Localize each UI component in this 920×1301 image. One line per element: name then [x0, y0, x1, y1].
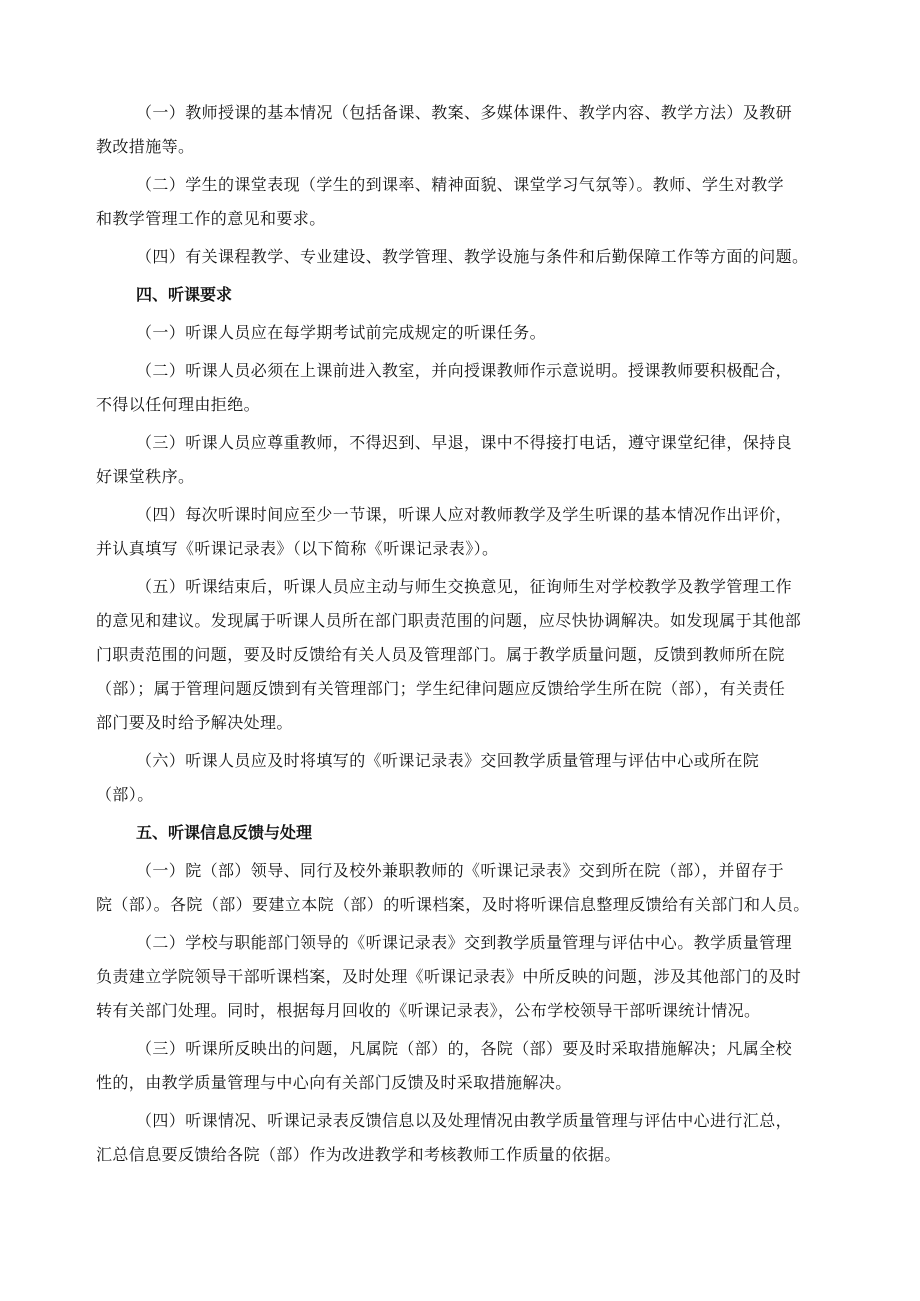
paragraph-s4-1	[96, 316, 838, 350]
text-line: （二）学生的课堂表现（学生的到课率、精神面貌、课堂学习气氛等）。教师、学生对教学	[136, 175, 785, 194]
text-line: 的意见和建议。发现属于听课人员所在部门职责范围的问题，应尽快协调解决。如发现属于其他部	[96, 611, 802, 630]
document-page	[96, 96, 838, 1176]
text-line: 门职责范围的问题，要及时反馈给有关人员及管理部门。属于教学质量问题，反馈到教师所在院	[96, 645, 785, 664]
text-line: （五）听课结束后，听课人员应主动与师生交换意见，征询师生对学校教学及教学管理工作	[136, 577, 793, 596]
paragraph-s4-4	[96, 498, 838, 566]
text-line: （四）每次听课时间应至少一节课，听课人应对教师教学及学生听课的基本情况作出评价，	[136, 505, 793, 524]
text-line: （四）听课情况、听课记录表反馈信息以及处理情况由教学质量管理与评估中心进行汇总，	[136, 1111, 793, 1130]
paragraph-s5-1	[96, 854, 838, 922]
text-line: （一）听课人员应在每学期考试前完成规定的听课任务。	[136, 323, 547, 342]
text-line: 好课堂秩序。	[96, 467, 195, 486]
text-line: （三）听课所反映出的问题，凡属院（部）的，各院（部）要及时采取措施解决；凡属全校	[136, 1039, 793, 1058]
paragraph-s4-3	[96, 426, 838, 494]
paragraph-s4-6	[96, 744, 838, 812]
text-line: 并认真填写《听课记录表》（以下简称《听课记录表》）。	[96, 539, 499, 558]
text-line: 部门要及时给予解决处理。	[96, 713, 293, 732]
paragraph-s5-2	[96, 926, 838, 1028]
paragraph-s4-5	[96, 570, 838, 740]
text-line: 院（部）。各院（部）要建立本院（部）的听课档案，及时将听课信息整理反馈给有关部门和人员。	[96, 895, 810, 914]
text-line: （六）听课人员应及时将填写的《听课记录表》交回教学质量管理与评估中心或所在院	[136, 751, 760, 770]
text-line: （一）院（部）领导、同行及校外兼职教师的《听课记录表》交到所在院（部），并留存于	[136, 861, 785, 880]
section-heading-4: 四、听课要求	[136, 285, 233, 304]
paragraph-s5-4	[96, 1104, 838, 1172]
text-line: （四）有关课程教学、专业建设、教学管理、教学设施与条件和后勤保障工作等方面的问题。	[136, 247, 809, 266]
text-line: 教改措施等。	[96, 137, 195, 156]
text-line: （部）；属于管理问题反馈到有关管理部门；学生纪律问题应反馈给学生所在院（部），有关责任	[96, 679, 786, 698]
text-line: （一）教师授课的基本情况（包括备课、教案、多媒体课件、教学内容、教学方法）及教研	[136, 103, 793, 122]
text-line: （三）听课人员应尊重教师，不得迟到、早退，课中不得接打电话，遵守课堂纪律，保持良	[136, 433, 793, 452]
text-line: 负责建立学院领导干部听课档案，及时处理《听课记录表》中所反映的问题，涉及其他部门的及时	[96, 967, 802, 986]
text-line: 性的，由教学质量管理与中心向有关部门反馈及时采取措施解决。	[96, 1073, 572, 1092]
section-heading-5: 五、听课信息反馈与处理	[136, 823, 313, 842]
paragraph-s3-4	[96, 240, 838, 274]
text-line: （部）。	[96, 785, 154, 804]
paragraph-s3-1	[96, 96, 838, 164]
paragraph-s4-2	[96, 354, 838, 422]
paragraph-s3-2	[96, 168, 838, 236]
text-line: （二）听课人员必须在上课前进入教室，并向授课教师作示意说明。授课教师要积极配合，	[136, 361, 793, 380]
text-line: 和教学管理工作的意见和要求。	[96, 209, 326, 228]
text-line: 不得以任何理由拒绝。	[96, 395, 261, 414]
text-line: 汇总信息要反馈给各院（部）作为改进教学和考核教师工作质量的依据。	[96, 1145, 621, 1164]
text-line: （二）学校与职能部门领导的《听课记录表》交到教学质量管理与评估中心。教学质量管理	[136, 933, 793, 952]
paragraph-s5-3	[96, 1032, 838, 1100]
text-line: 转有关部门处理。同时，根据每月回收的《听课记录表》，公布学校领导干部听课统计情况。	[96, 1001, 761, 1020]
